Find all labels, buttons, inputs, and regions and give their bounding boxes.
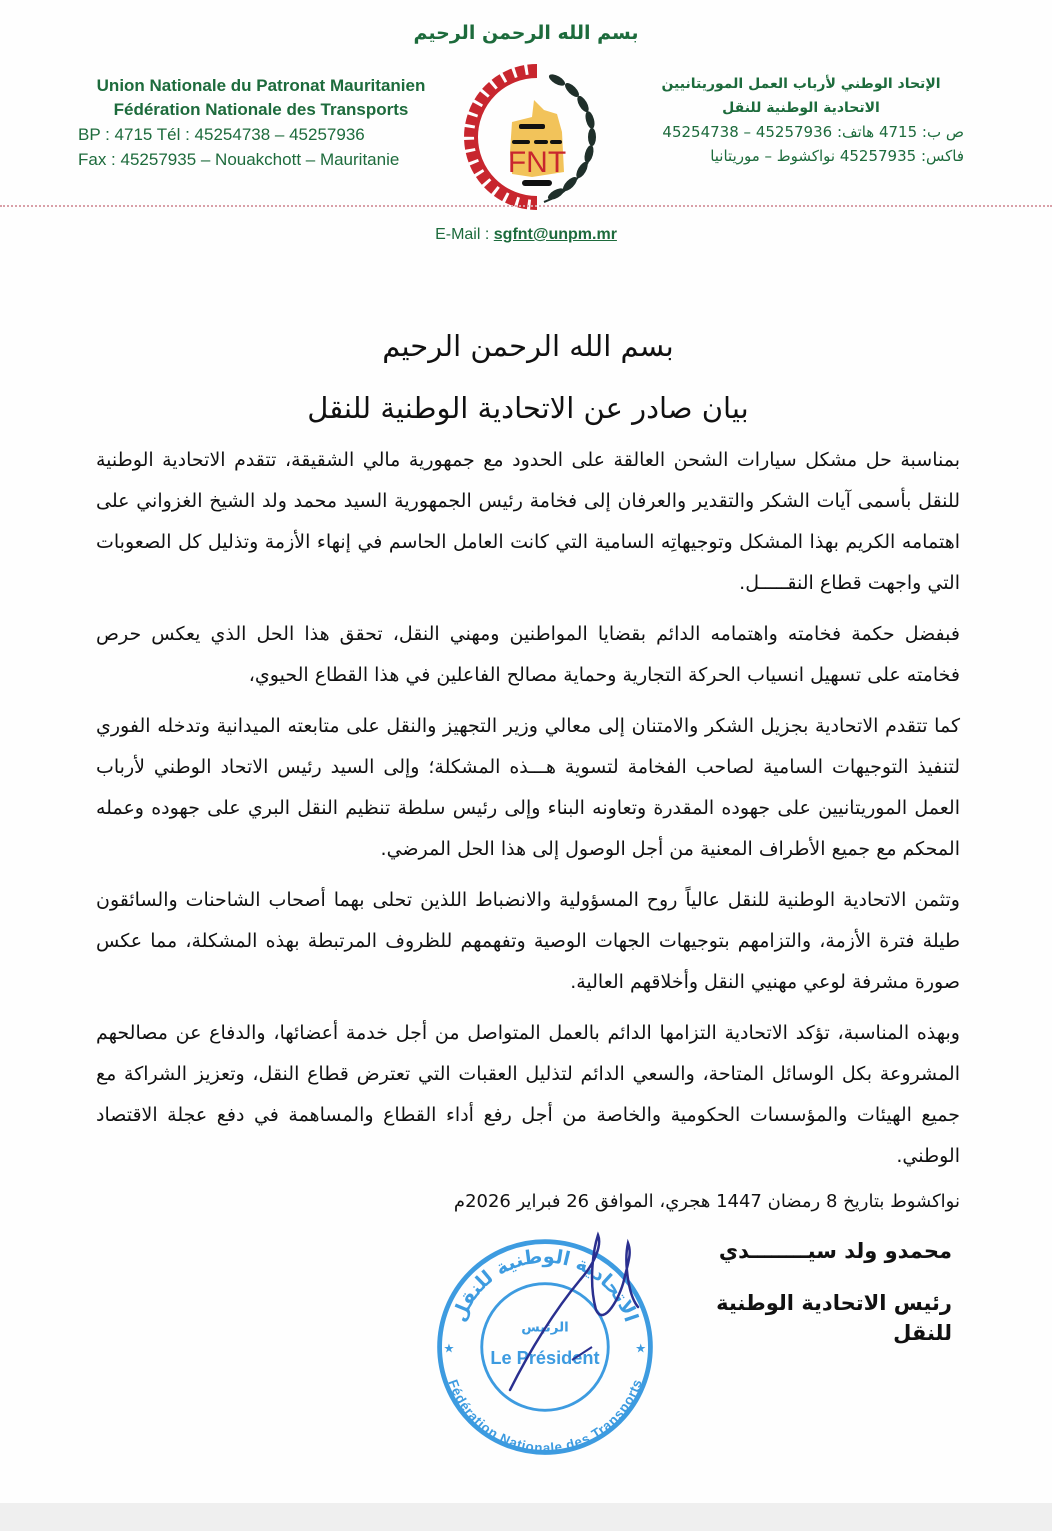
fax-fr: Fax : 45257935 – Nouakchott – Mauritanie [78,150,400,169]
signatory-name: محمدو ولد سيــــــــدي [718,1239,952,1263]
logo-letters: FNT [507,146,567,179]
star-icon: ★ [443,1340,455,1356]
stamp-arabic-ring: الاتحادية الوطنية للنقل [447,1244,643,1325]
org-name-fr: Union Nationale du Patronat Mauritanien [96,76,426,95]
handwritten-signature [500,1225,660,1395]
fnt-logo [462,62,612,212]
paragraph: وبهذه المناسبة، تؤكد الاتحادية التزامها الدائم بالعمل المتواصل من أجل خدمة أعضائها، والدفاع عن مصالحهم المشروعة بكل الوسائل المتاحة، والسعي الدائم لتذليل العقبات التي تعترض قطاع النقل، وتعزيز الشراكة مع جميع الهيئات والمؤسسات الحكومية والخاصة من أجل رفع أداء القطاع والمساهمة في دفع عجلة الاقتصاد الوطني. [96,1022,960,1167]
document-body [96,322,960,1217]
stamp-french-ring: Fédération Nationale des Transports [445,1377,645,1456]
document-title: بيان صادر عن الاتحادية الوطنية للنقل [307,391,749,425]
paragraph: بمناسبة حل مشكل سيارات الشحن العالقة على الحدود مع جمهورية مالي الشقيقة، تتقدم الاتحادية الوطنية للنقل بأسمى آيات الشكر والتقدير والعرفان إلى فخامة رئيس الجمهورية السيد محمد ولد الشيخ الغزواني على اهتمامه الكريم بهذا المشكل وتوجيهاتِه السامية التي كانت العامل الحاسم في إنهاء الأزمة وتذليل كل الصعوبات التي واجهت قطاع النقـــــل. [96,449,960,594]
fax-ar: فاكس: 45257935 نواكشوط – موريتانيا [710,147,964,165]
email-link[interactable]: sgfnt@unpm.mr [493,226,617,243]
paragraph: فبفضل حكمة فخامته واهتمامه الدائم بقضايا المواطنين ومهني النقل، تحقق هذا الحل الذي يعكس حرص فخامته على تسهيل انسياب الحركة التجارية وحماية مصالح الفاعلين في هذا القطاع الحيوي، [96,623,960,686]
date-line: نواكشوط بتاريخ 8 رمضان 1447 هجري، الموافق 26 فبراير 2026م [453,1191,960,1212]
document-basmala: بسم الله الرحمن الرحيم [382,329,674,363]
header-divider [0,205,1052,207]
paragraph: وتثمن الاتحادية الوطنية للنقل عالياً روح المسؤولية والانضباط اللذين تحلى بهما أصحاب الشاحنات والسائقون طيلة فترة الأزمة، والتزامهم بتوجيهات الجهات الوصية وتفهمهم للظروف المرتبطة بهذه المشكلة، مما عكس صورة مشرفة لوعي مهنيي النقل وأخلاقهم العالية. [96,889,960,993]
email-label: E-Mail : [435,226,490,243]
stamp-center-french: Le Président [490,1348,600,1369]
signature-block [662,1236,952,1348]
contact-ar: ص ب: 4715 هاتف: 45257936 – 45254738 [662,123,964,141]
star-icon: ★ [635,1340,647,1356]
federation-name-fr: Fédération Nationale des Transports [113,100,409,119]
email-line [0,226,1052,244]
letterhead-french-block [62,74,460,172]
contact-fr: BP : 4715 Tél : 45254738 – 45257936 [78,125,365,144]
signatory-title: رئيس الاتحادية الوطنية للنقل [716,1291,952,1345]
letterhead-arabic-block [622,72,980,168]
letterhead-basmala: بسم الله الرحمن الرحيم [413,22,639,44]
stamp-center-arabic: الرئيس [521,1320,569,1336]
federation-name-ar: الاتحادية الوطنية للنقل [722,100,880,116]
paragraph: كما تتقدم الاتحادية بجزيل الشكر والامتنان إلى معالي وزير التجهيز والنقل على متابعته الميدانية وتدخله الفوري لتنفيذ التوجيهات السامية لصاحب الفخامة لتسوية هـــذه المشكلة؛ وإلى السيد رئيس الاتحاد الوطني لأرباب العمل الموريتانيين على جهوده المقدرة وتعاونه البناء وإلى رئيس سلطة تنظيم النقل البري على جهوده وعمله المحكم مع جميع الأطراف المعنية من أجل الوصول إلى هذا الحل المرضي. [96,715,960,860]
org-name-ar: الإتحاد الوطني لأرباب العمل الموريتانيين [661,76,941,92]
